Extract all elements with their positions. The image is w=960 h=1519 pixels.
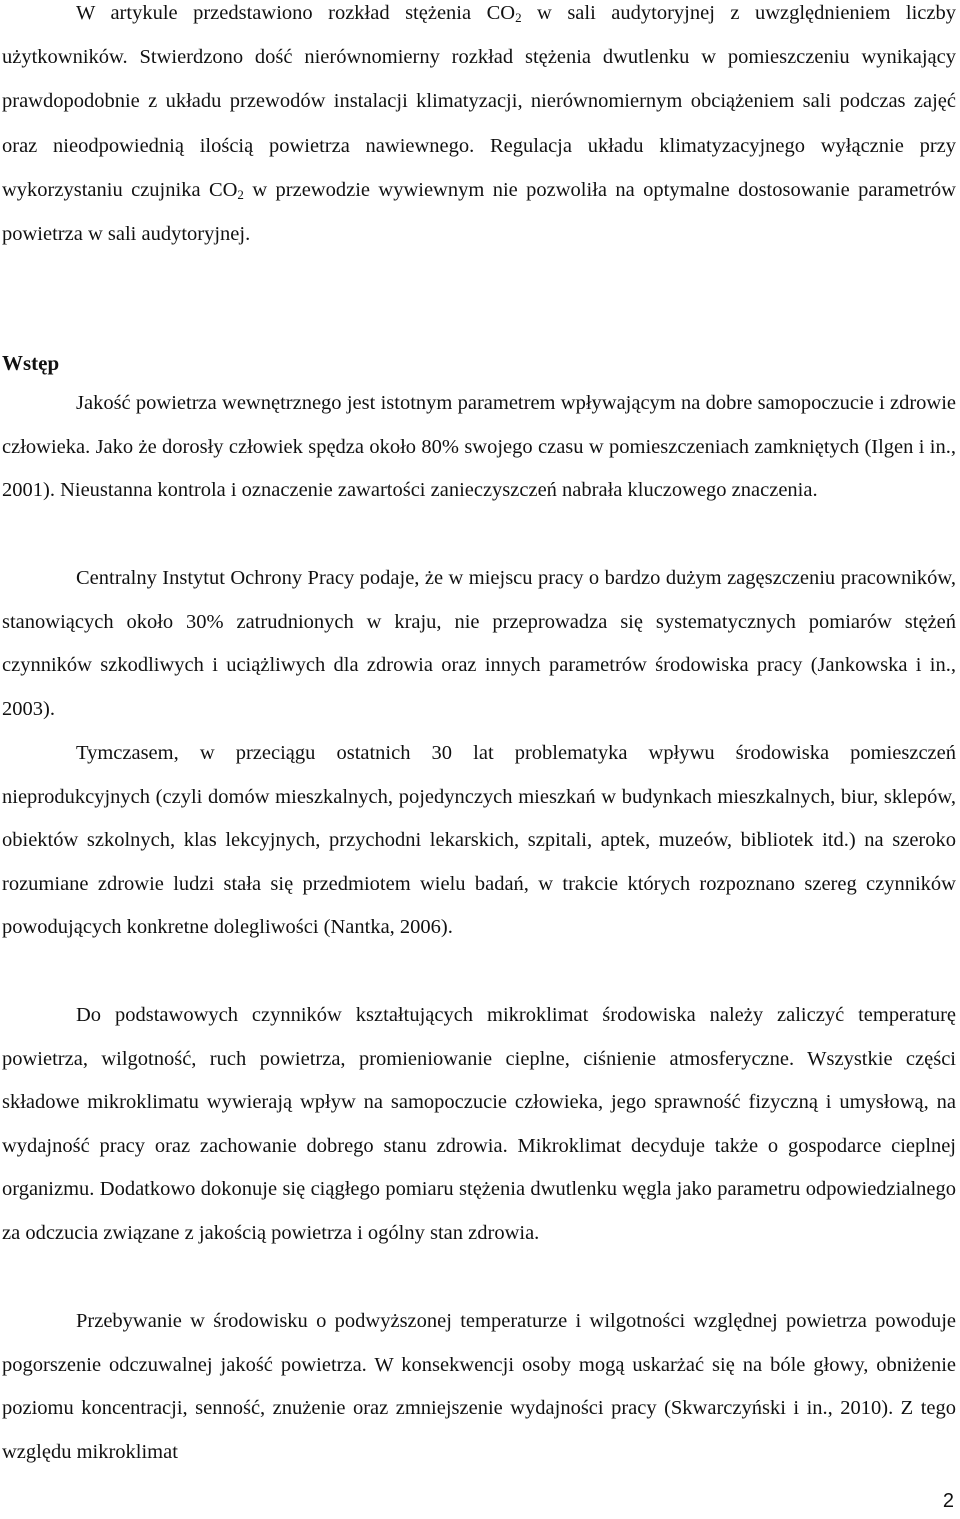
- abstract-text-part1: W artykule przedstawiono rozkład stężenia CO: [76, 2, 516, 24]
- section-heading: Wstęp: [2, 351, 60, 375]
- body-paragraph: Do podstawowych czynników kształtujących mikroklimat środowiska należy zaliczyć temperaturę powietrza, wilgotność, ruch powietrza, promieniowanie cieplne, ciśnienie atmosferyczne. Wszystkie części składowe mikroklimatu wywierają wpływ na samopoczucie człowieka, jego sprawność fizyczną i umysłową, na wydajność pracy oraz zachowanie dobrego stanu zdrowia. Mikroklimat decyduje także o gospodarce cieplnej organizmu. Dodatkowo dokonuje się ciągłego pomiaru stężenia dwutlenku węgla jako parametru odpowiedzialnego za odczucia związane z jakością powietrza i ogólny stan zdrowia.: [2, 1004, 956, 1244]
- co2-subscript: 2: [237, 186, 244, 202]
- body-paragraph: Przebywanie w środowisku o podwyższonej temperaturze i wilgotności względnej powietrza powoduje pogorszenie odczuwalnej jakość powietrza. W konsekwencji osoby mogą uskarżać się na bóle głowy, obniżenie poziomu koncentracji, senność, znużenie oraz zmniejszenie wydajności pracy (Skwarczyński i in., 2010). Z tego względu mikroklimat: [2, 1310, 956, 1463]
- abstract-text-part3: w przewodzie wywiewnym nie pozwoliła na optymalne dostosowanie parametrów powietrza w sali audytoryjnej.: [2, 178, 956, 246]
- body-paragraph: Jakość powietrza wewnętrznego jest istotnym parametrem wpływającym na dobre samopoczucie i zdrowie człowieka. Jako że dorosły człowiek spędza około 80% swojego czasu w pomieszczeniach zamkniętych (Ilgen i in., 2001). Nieustanna kontrola i oznaczenie zawartości zanieczyszczeń nabrała kluczowego znaczenia.: [2, 392, 956, 502]
- abstract-text-part2: w sali audytoryjnej z uwzględnieniem liczby użytkowników. Stwierdzono dość nierównomierny rozkład stężenia dwutlenku w pomieszczeniu wynikający prawdopodobnie z układu przewodów instalacji klimatyzacji, nierównomiernym obciążeniem sali podczas zajęć oraz nieodpowiednią ilością powietrza nawiewnego. Regulacja układu klimatyzacyjnego wyłącznie przy wykorzystaniu czujnika CO: [2, 2, 956, 201]
- body-paragraph: Tymczasem, w przeciągu ostatnich 30 lat problematyka wpływu środowiska pomieszczeń nieprodukcyjnych (czyli domów mieszkalnych, pojedynczych mieszkań w budynkach mieszkalnych, biur, sklepów, obiektów szkolnych, klas lekcyjnych, przychodni lekarskich, szpitali, aptek, muzeów, bibliotek itd.) na szeroko rozumiane zdrowie ludzi stała się przedmiotem wielu badań, w trakcie których rozpoznano szereg czynników powodujących konkretne dolegliwości (Nantka, 2006).: [2, 742, 956, 939]
- co2-subscript: 2: [515, 10, 522, 25]
- body-paragraph: Centralny Instytut Ochrony Pracy podaje, że w miejscu pracy o bardzo dużym zagęszczeniu pracowników, stanowiących około 30% zatrudnionych w kraju, nie przeprowadza się systematycznych pomiarów stężeń czynników szkodliwych i uciążliwych dla zdrowia oraz innych parametrów środowiska pracy (Jankowska i in., 2003).: [2, 567, 956, 720]
- page-number: 2: [942, 1490, 954, 1512]
- abstract-paragraph: [2, 0, 956, 256]
